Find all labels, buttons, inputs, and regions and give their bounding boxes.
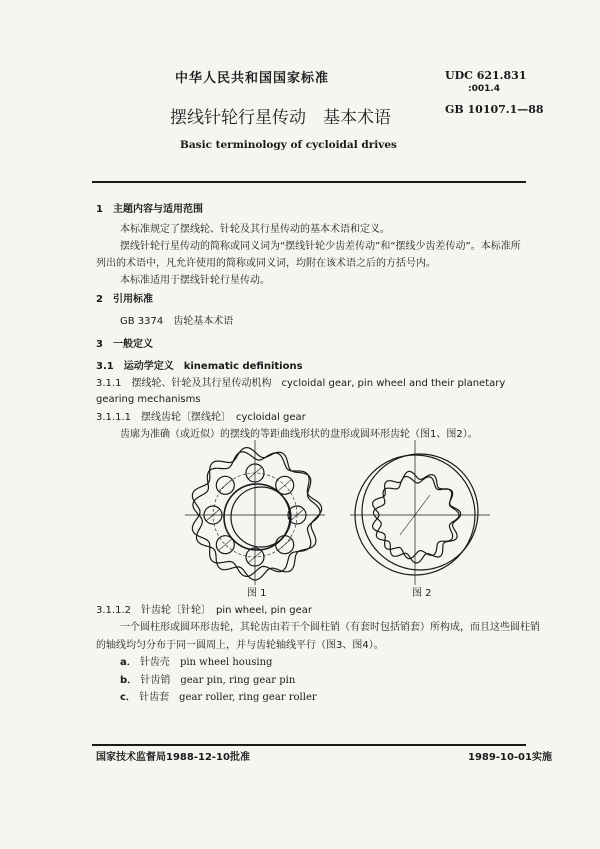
figure-2-caption: 图 2	[412, 588, 432, 599]
paragraph: 的轴线均匀分布于同一圆周上，并与齿轮轴线平行（图3、图4）。	[96, 640, 384, 651]
item-cn: 针齿套	[139, 692, 170, 703]
item-cn: 针齿壳	[139, 657, 170, 668]
list-item	[120, 692, 317, 704]
reference: GB 3374 齿轮基本术语	[120, 316, 234, 327]
section-3-1-1-heading-cont: gearing mechanisms	[96, 394, 201, 405]
item-label: c．	[120, 692, 136, 703]
figure-1-cycloidal-gear	[185, 440, 325, 585]
hatch-line	[218, 479, 232, 491]
paragraph: 齿廓为准确（或近似）的摆线的等距曲线形状的盘形或圆环形齿轮（图1、图2）。	[120, 429, 478, 440]
figure-2-ring-cycloidal-gear	[350, 440, 490, 585]
section-3-1-1-2-heading: 3.1.1.2 针齿轮〔针轮〕 pin wheel, pin gear	[96, 605, 312, 616]
item-en: gear pin, ring gear pin	[180, 675, 296, 686]
document-title-english: Basic terminology of cycloidal drives	[180, 139, 397, 151]
footer-rule	[92, 744, 526, 746]
paragraph: 摆线针轮行星传动的简称或同义词为“摆线针轮少齿差传动”和“摆线少齿差传动”。本标准所	[120, 241, 521, 252]
figure-1-caption: 图 1	[247, 588, 267, 599]
udc-code-suffix: :001.4	[468, 84, 501, 94]
item-cn: 针齿销	[140, 675, 171, 686]
hatch-line	[278, 479, 292, 491]
section-2-heading: 2 引用标准	[96, 294, 153, 305]
item-en: pin wheel housing	[179, 657, 273, 668]
item-en: gear roller, ring gear roller	[179, 692, 317, 703]
item-label: b．	[120, 675, 138, 686]
inner-cycloid-profile-offset	[374, 477, 461, 564]
document-title: 摆线针轮行星传动 基本术语	[170, 108, 391, 128]
list-item	[120, 675, 295, 687]
paragraph: 本标准适用于摆线针轮行星传动。	[120, 275, 270, 286]
paragraph: 列出的术语中，凡允许使用的简称或同义词，均附在该术语之后的方括号内。	[96, 258, 436, 269]
paragraph: 一个圆柱形或圆环形齿轮，其轮齿由若干个圆柱销（有套时包括销套）所构成，而且这些圆柱销	[120, 622, 540, 633]
udc-code: UDC 621.831	[445, 69, 527, 82]
effective-date: 1989-10-01实施	[468, 752, 552, 763]
gb-code: GB 10107.1—88	[445, 103, 544, 116]
center-bore-inner	[231, 487, 291, 547]
paragraph: 本标准规定了摆线轮、针轮及其行星传动的基本术语和定义。	[120, 224, 390, 235]
section-3-1-1-heading: 3.1.1 摆线轮、针轮及其行星传动机构 cycloidal gear, pin wheel and their planetary	[96, 378, 506, 389]
item-label: a．	[120, 657, 137, 668]
section-3-heading: 3 一般定义	[96, 339, 153, 350]
section-3-1-heading: 3.1 运动学定义 kinematic definitions	[96, 361, 303, 372]
list-item	[120, 657, 272, 669]
header-rule	[92, 181, 526, 183]
section-3-1-1-1-heading: 3.1.1.1 摆线齿轮〔摆线轮〕 cycloidal gear	[96, 412, 306, 423]
national-standard-label: 中华人民共和国国家标准	[175, 71, 330, 86]
section-1-heading: 1 主题内容与适用范围	[96, 204, 203, 215]
approval-date: 国家技术监督局1988-12-10批准	[96, 752, 250, 763]
